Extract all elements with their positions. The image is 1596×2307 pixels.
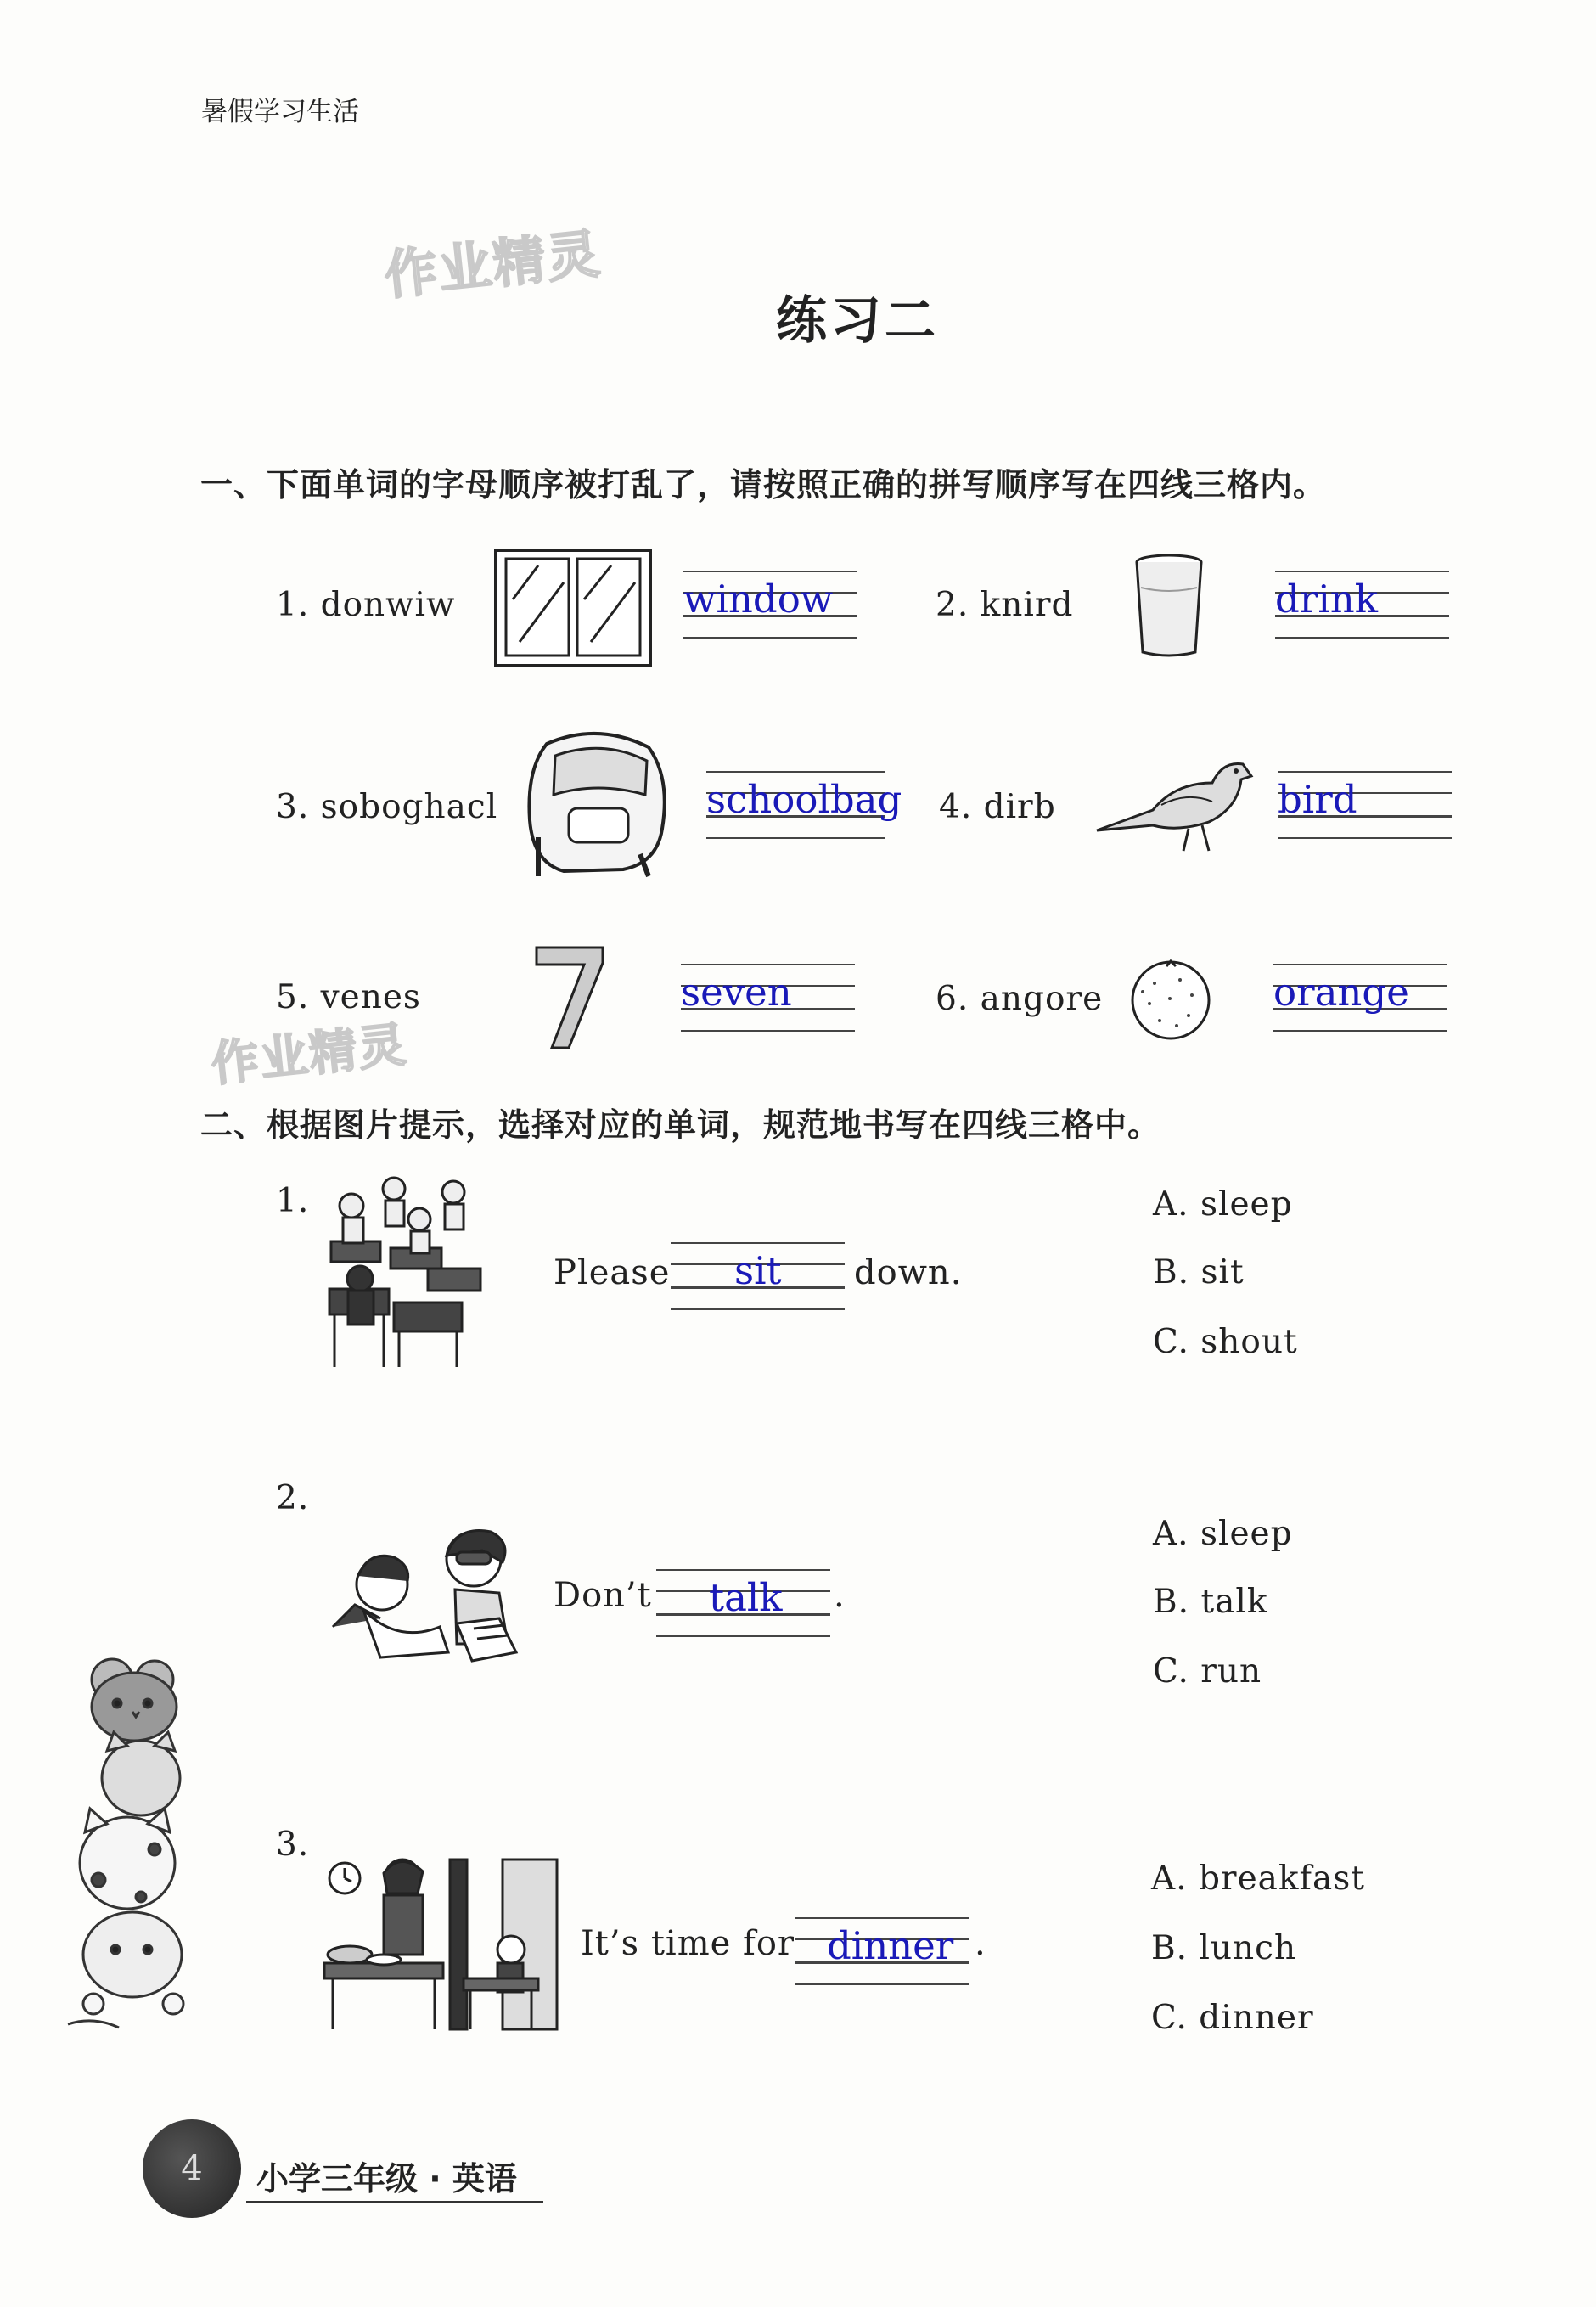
item-4-writing-grid[interactable] xyxy=(1278,771,1452,839)
question-3-option-a: A. breakfast xyxy=(1151,1860,1365,1898)
question-1-option-c: C. shout xyxy=(1153,1323,1298,1361)
watermark-bottom: 作业精灵 xyxy=(208,1017,411,1093)
item-3-answer: schoolbag xyxy=(706,777,902,822)
question-2-answer: talk xyxy=(709,1575,783,1620)
item-6-answer: orange xyxy=(1273,970,1409,1015)
question-3-after-text: . xyxy=(975,1924,986,1963)
stacked-animals-illustration xyxy=(59,1651,195,2041)
question-1-after-text: down. xyxy=(854,1253,963,1292)
window-icon xyxy=(494,549,652,667)
item-1-writing-grid[interactable] xyxy=(683,571,857,639)
question-2-option-c: C. run xyxy=(1153,1652,1262,1691)
item-2-label: 2. knird xyxy=(936,586,1074,624)
question-3-answer: dinner xyxy=(827,1923,954,1968)
item-2-answer: drink xyxy=(1275,577,1378,622)
question-3-number: 3. xyxy=(276,1826,310,1864)
item-6-label: 6. angore xyxy=(936,980,1104,1018)
classroom-illustration xyxy=(326,1175,484,1370)
item-3-writing-grid[interactable] xyxy=(706,771,902,839)
number-seven-icon xyxy=(533,944,606,1051)
question-1-option-b: B. sit xyxy=(1153,1253,1245,1291)
bird-icon xyxy=(1093,757,1255,856)
question-2-option-b: B. talk xyxy=(1153,1583,1268,1621)
item-4-answer: bird xyxy=(1278,777,1357,822)
question-2-writing-grid[interactable] xyxy=(656,1569,830,1637)
orange-icon xyxy=(1129,958,1212,1041)
question-1-writing-grid[interactable] xyxy=(671,1242,845,1310)
glass-icon xyxy=(1134,554,1204,659)
item-4-label: 4. dirb xyxy=(939,788,1056,826)
dinner-table-illustration xyxy=(324,1856,560,2034)
children-talking-illustration xyxy=(329,1525,521,1666)
section1-instruction: 一、下面单词的字母顺序被打乱了，请按照正确的拼写顺序写在四线三格内。 xyxy=(200,466,1327,504)
question-1-before-text: Please xyxy=(554,1253,671,1292)
page-number-badge: 4 xyxy=(143,2119,241,2218)
question-1-answer: sit xyxy=(734,1248,782,1293)
question-3-writing-grid[interactable] xyxy=(795,1917,969,1985)
watermark-top: 作业精灵 xyxy=(381,222,604,307)
book-title: 暑假学习生活 xyxy=(201,97,359,127)
exercise-title: 练习二 xyxy=(776,291,939,351)
question-1-option-a: A. sleep xyxy=(1153,1185,1293,1224)
question-2-before-text: Don’t xyxy=(554,1576,652,1615)
schoolbag-icon xyxy=(521,727,672,881)
item-5-label: 5. venes xyxy=(276,978,421,1016)
question-1-number: 1. xyxy=(276,1182,310,1220)
section2-instruction: 二、根据图片提示，选择对应的单词，规范地书写在四线三格中。 xyxy=(200,1106,1161,1144)
question-3-before-text: It’s time for xyxy=(581,1924,795,1963)
footer-book-label: 小学三年级 · 英语 xyxy=(256,2160,517,2197)
question-3-option-b: B. lunch xyxy=(1151,1929,1297,1967)
item-1-answer: window xyxy=(683,577,834,622)
item-5-answer: seven xyxy=(681,970,792,1015)
footer-divider xyxy=(246,2201,543,2203)
item-3-label: 3. soboghacl xyxy=(276,788,498,826)
item-1-label: 1. donwiw xyxy=(276,586,456,624)
question-2-option-a: A. sleep xyxy=(1153,1515,1293,1553)
item-2-writing-grid[interactable] xyxy=(1275,571,1449,639)
question-2-number: 2. xyxy=(276,1479,310,1517)
item-6-writing-grid[interactable] xyxy=(1273,964,1447,1032)
question-2-after-text: . xyxy=(834,1576,846,1615)
question-3-option-c: C. dinner xyxy=(1151,1999,1314,2037)
item-5-writing-grid[interactable] xyxy=(681,964,855,1032)
